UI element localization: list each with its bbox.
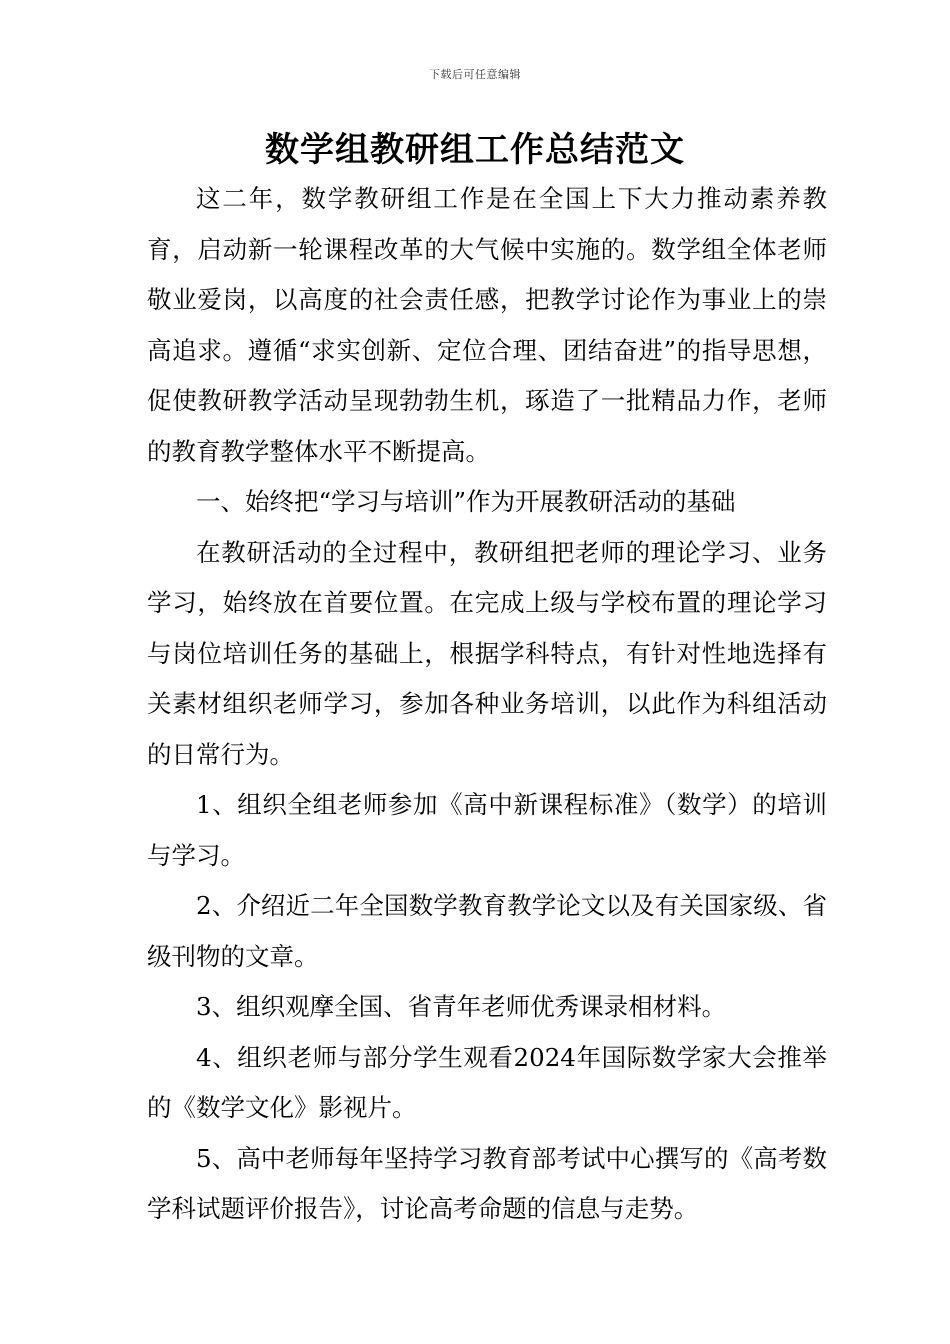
intro-paragraph: 这二年，数学教研组工作是在全国上下大力推动素养教育，启动新一轮课程改革的大气候中实施的。数学组全体老师敬业爱岗，以高度的社会责任感，把教学讨论作为事业上的崇高追求。遵循“求实创新、定位合理、团结奋进”的指导思想，促使教研教学活动呈现勃勃生机，琢造了一批精品力作，老师的教育教学整体水平不断提高。 xyxy=(147,184,827,466)
list-item: 3、组织观摩全国、省青年老师优秀课录相材料。 xyxy=(196,992,727,1021)
document-title: 数学组教研组工作总结范文 xyxy=(265,130,685,170)
section-heading: 一、始终把“学习与培训”作为开展教研活动的基础 xyxy=(196,487,736,516)
download-note: 下载后可任意编辑 xyxy=(429,68,521,81)
list-item: 2、介绍近二年全国数学教育教学论文以及有关国家级、省级刊物的文章。 xyxy=(147,891,827,971)
document-body xyxy=(147,174,827,1235)
section-paragraph: 在教研活动的全过程中，教研组把老师的理论学习、业务学习，始终放在首要位置。在完成上级与学校布置的理论学习与岗位培训任务的基础上，根据学科特点，有针对性地选择有关素材组织老师学习，参加各种业务培训，以此作为科组活动的日常行为。 xyxy=(147,537,827,769)
list-item: 5、高中老师每年坚持学习教育部考试中心撰写的《高考数学科试题评价报告》，讨论高考命题的信息与走势。 xyxy=(147,1143,827,1223)
list-item: 1、组织全组老师参加《高中新课程标准》（数学）的培训与学习。 xyxy=(147,790,827,870)
list-item: 4、组织老师与部分学生观看2024年国际数学家大会推举的《数学文化》影视片。 xyxy=(147,1042,827,1122)
